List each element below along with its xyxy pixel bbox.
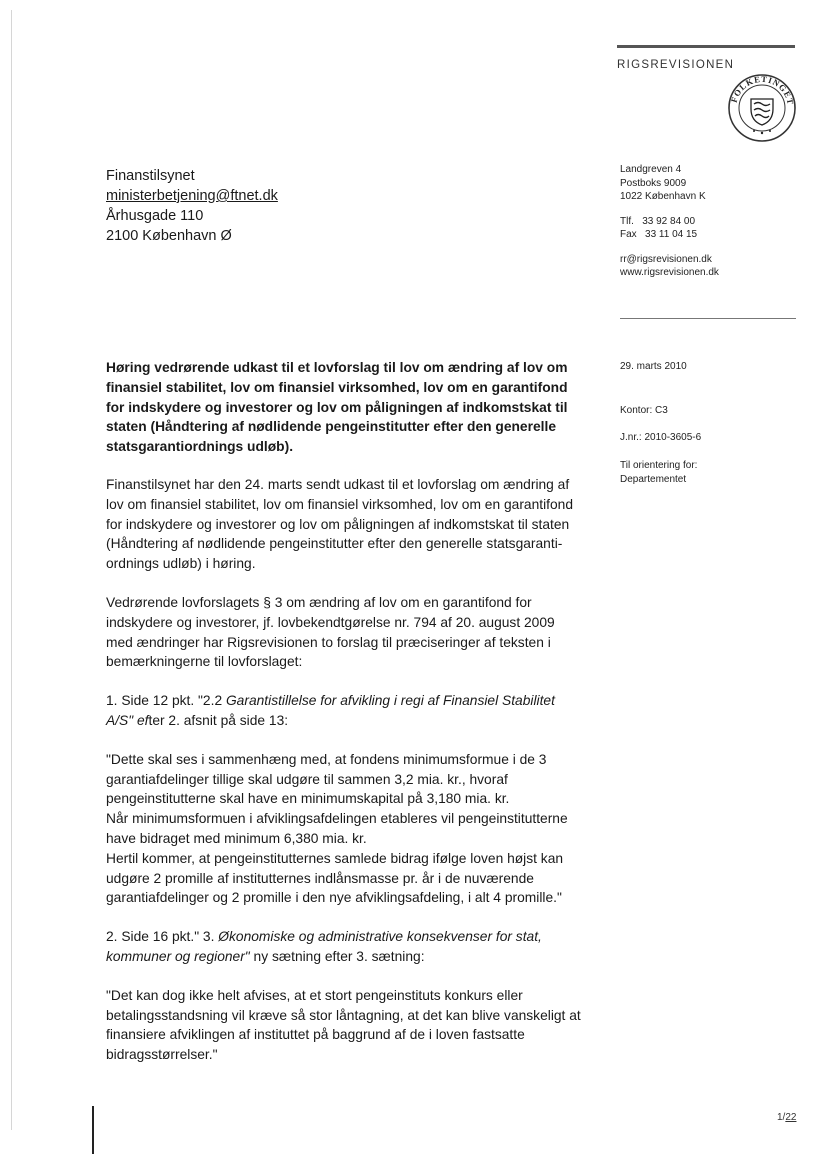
orientation-block [620,459,697,486]
seal-text: FOLKETINGET [728,73,796,107]
letter-date: 29. marts 2010 [620,361,687,372]
body-paragraph-1: Finanstilsynet har den 24. marts sendt udkast til et lovforslag om ændring af lov om finansiel stabilitet, lov om finansiel virksomhed, lov om en garantifond for indskydere og investorer og lov om påligningen af indkomstskat til staten (Håndtering af nødlidende pengeinstitutter efter den generelle statsgaranti-ordnings udløb) i høring. [106,476,574,572]
item-1-section-title: Garantistillelse for afvikling i regi af Finansiel Stabilitet A/S" ef [106,693,555,728]
recipient-address [106,166,278,246]
quote-2: "Det kan dog ikke helt afvises, at et stort pengeinstituts konkurs eller betalingsstandsning vil kræve så stor låntagning, at det kan blive vanskeligt at finansiere afviklingen af instituttet på baggrund af de i loven fastsatte bidragsstørrelser." [106,987,581,1063]
recipient-city: 2100 København Ø [106,228,232,244]
letter-body [106,358,584,1084]
sender-phone: Tlf. 33 92 84 00 [620,215,696,227]
sender-address [620,163,719,280]
body-paragraph-2: Vedrørende lovforslagets § 3 om ændring af lov om en garantifond for indskydere og investorer, jf. lovbekendtgørelse nr. 794 af 20. august 2009 med ændringer har Rigsrevisionen to forslag til præciseringer af teksten i bemærkningerne til lovforslaget: [106,594,555,670]
journal-number: J.nr.: 2010-3605-6 [620,432,702,443]
proposal-item-2: 2. Side 16 pkt." 3. Økonomiske og administrative konsekvenser for stat, kommuner og regioner" ny sætning efter 3. sætning: [106,929,542,964]
svg-text:FOLKETINGET [729,74,796,106]
subject-heading: Høring vedrørende udkast til et lovforslag til lov om ændring af lov om finansiel stabilitet, lov om finansiel virksomhed, lov om en garantifond for indskydere og investorer og lov om påligningen af indkomstskat til staten (Håndtering af nødlidende pengeinstitutter efter den generelle statsgarantiordnings udløb). [106,360,568,455]
recipient-email-link[interactable]: ministerbetjening@ftnet.dk [106,188,278,204]
sender-street: Landgreven 4 [620,164,682,175]
quote-1-part-a: "Dette skal ses i sammenhæng med, at fondens minimumsformue i de 3 garantiafdelinger tillige skal udgøre til sammen 3,2 mia. kr., hvoraf pengeinstitutterne skal have en minimumskapital på 3,180 mia. kr. [106,751,547,807]
sender-email: rr@rigsrevisionen.dk [620,253,712,265]
scan-edge-line [11,10,12,1130]
quote-1-part-c: Hertil kommer, at pengeinstitutternes samlede bidrag ifølge loven højst kan udgøre 2 promille af institutternes indlånsmasse pr. år i de nuværende garantiafdelinger og 2 promille i den nye afviklingsafdeling, i alt 4 promille." [106,850,564,906]
sender-city: 1022 København K [620,191,706,202]
item-2-section-title: Økonomiske og administrative konsekvenser for stat, kommuner og regioner" [106,929,542,964]
folketinget-seal [727,73,797,143]
sender-fax: Fax 33 11 04 15 [620,229,698,240]
orientation-label: Til orientering for: [620,460,698,471]
quote-1 [106,750,584,908]
brand-name: RIGSREVISIONEN [617,59,735,71]
header-rule [617,45,795,48]
quote-1-part-b: Når minimumsformuen i afviklingsafdelingen etableres vil pengeinstitutterne have bidraget med minimum 6,380 mia. kr. [106,811,568,846]
margin-mark [92,1106,94,1154]
proposal-item-1: 1. Side 12 pkt. "2.2 Garantistillelse for afvikling i regi af Finansiel Stabilitet A/S" efter 2. afsnit på side 13: [106,693,555,728]
page-number: 1/22 [777,1112,797,1123]
recipient-name: Finanstilsynet [106,168,195,184]
recipient-street: Århusgade 110 [106,208,204,224]
sender-pobox: Postboks 9009 [620,177,687,189]
sidebar-rule [620,318,796,319]
orientation-value: Departementet [620,473,687,485]
sender-web: www.rigsrevisionen.dk [620,267,719,278]
office-code: Kontor: C3 [620,405,668,416]
